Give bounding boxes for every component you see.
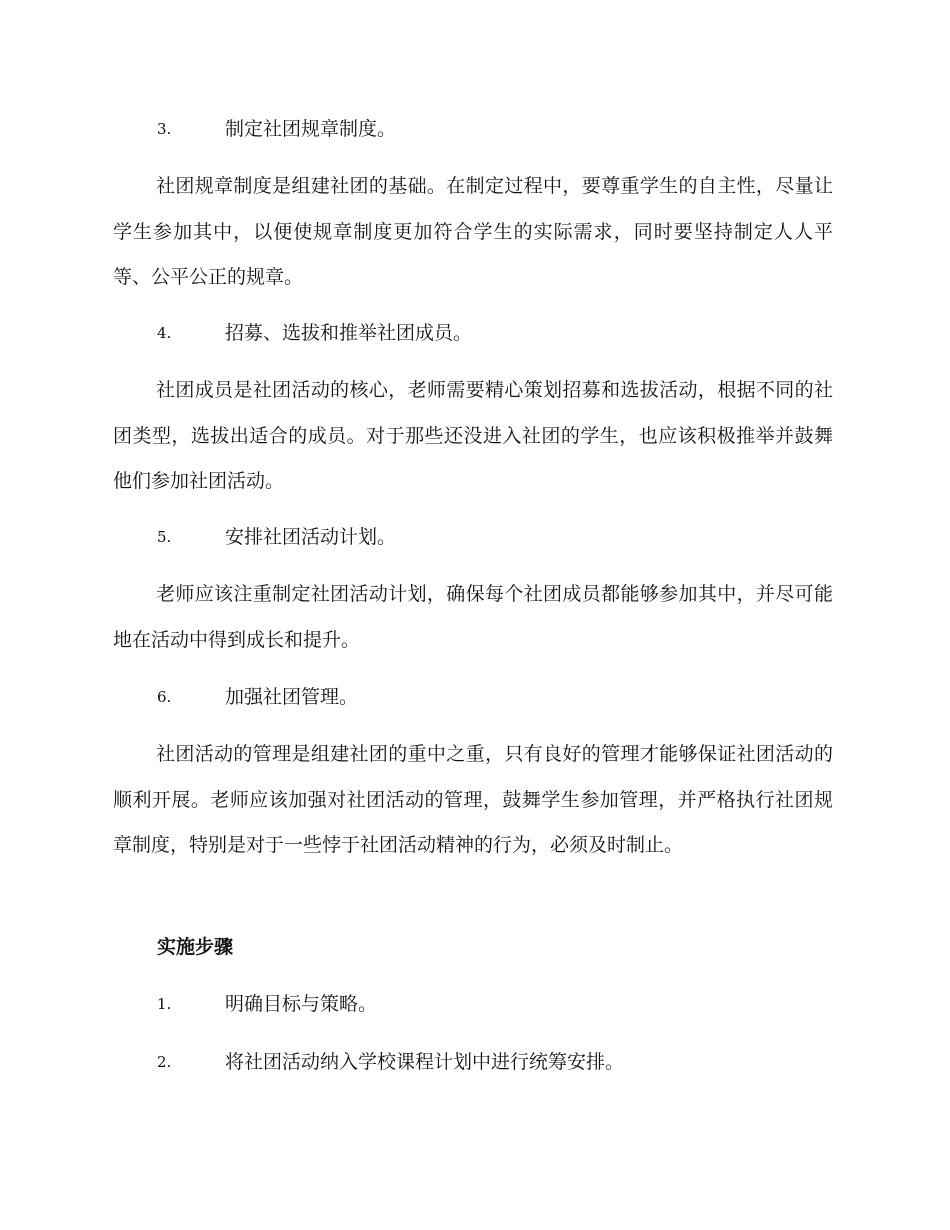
list-item-6: [0, 682, 950, 712]
step-item-1: [0, 989, 950, 1019]
list-item-3: [0, 114, 950, 144]
list-number: 6.: [157, 688, 172, 706]
step-text: 将社团活动纳入学校课程计划中进行统筹安排。: [225, 1051, 625, 1073]
list-item-5: [0, 522, 950, 552]
list-title: 加强社团管理。: [225, 686, 359, 708]
list-title: 制定社团规章制度。: [225, 118, 397, 140]
section-heading: 实施步骤: [157, 936, 234, 958]
list-title: 招募、选拔和推举社团成员。: [225, 322, 473, 344]
list-number: 5.: [157, 528, 172, 546]
paragraph-members: 社团成员是社团活动的核心，老师需要精心策划招募和选拔活动，根据不同的社团类型，选拔出适合的成员。对于那些还没进入社团的学生，也应该积极推举并鼓舞他们参加社团活动。: [113, 379, 833, 492]
step-number: 1.: [157, 995, 172, 1013]
step-number: 2.: [157, 1053, 172, 1071]
list-item-4: [0, 318, 950, 348]
paragraph-plan: 老师应该注重制定社团活动计划，确保每个社团成员都能够参加其中，并尽可能地在活动中得到成长和提升。: [113, 583, 833, 651]
paragraph-regulations: 社团规章制度是组建社团的基础。在制定过程中，要尊重学生的自主性，尽量让学生参加其中，以便使规章制度更加符合学生的实际需求，同时要坚持制定人人平等、公平公正的规章。: [113, 175, 833, 288]
step-item-2: [0, 1047, 950, 1077]
list-title: 安排社团活动计划。: [225, 526, 397, 548]
list-number: 4.: [157, 324, 172, 342]
paragraph-management: 社团活动的管理是组建社团的重中之重，只有良好的管理才能够保证社团活动的顺利开展。老师应该加强对社团活动的管理，鼓舞学生参加管理，并严格执行社团规章制度，特别是对于一些悖于社团活动精神的行为，必须及时制止。: [113, 743, 833, 856]
step-text: 明确目标与策略。: [225, 993, 378, 1015]
list-number: 3.: [157, 120, 172, 138]
